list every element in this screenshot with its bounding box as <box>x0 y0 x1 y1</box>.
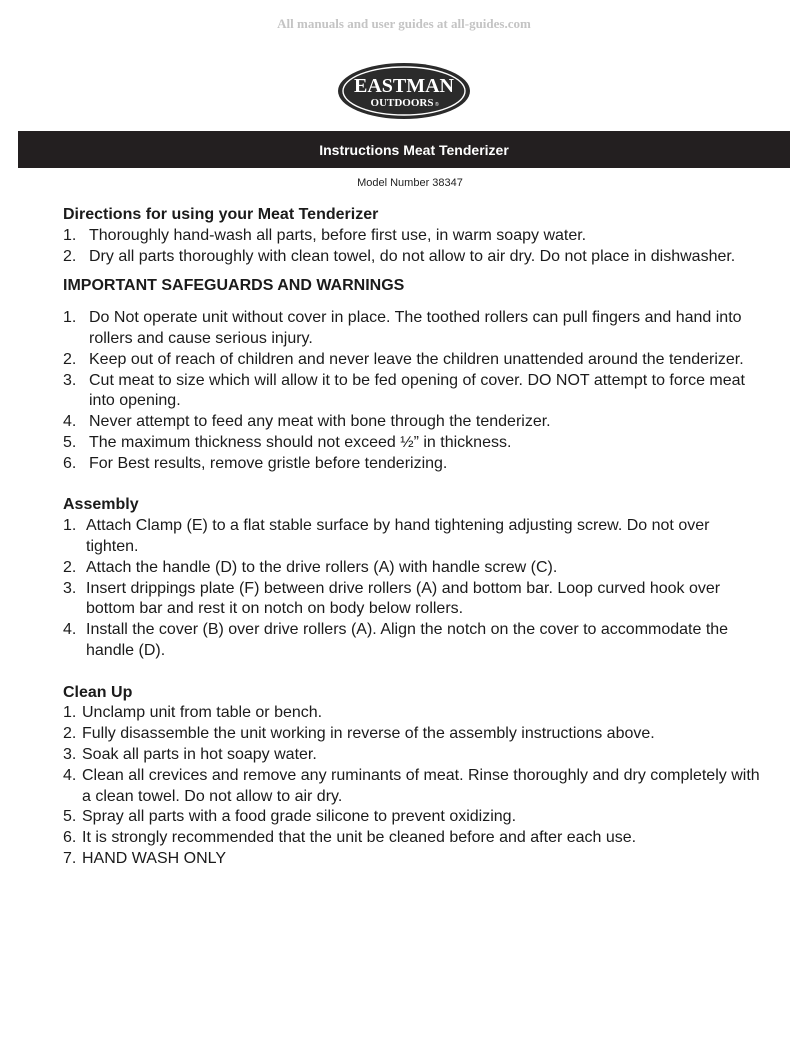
cleanup-heading: Clean Up <box>63 683 133 701</box>
item-number: 3. <box>63 745 77 763</box>
list-item <box>63 849 763 870</box>
item-text: For Best results, remove gristle before tenderizing. <box>89 454 448 472</box>
list-item <box>63 766 763 808</box>
item-text: Attach Clamp (E) to a flat stable surface by hand tightening adjusting screw. Do not over tighten. <box>86 517 710 555</box>
list-item <box>63 724 763 745</box>
model-number: Model Number 38347 <box>357 177 463 189</box>
logo-text-line2: OUTDOORS <box>370 97 434 109</box>
item-text: Do Not operate unit without cover in place. The toothed rollers can pull fingers and hand into rollers and cause serious injury. <box>89 309 742 347</box>
safeguards-heading <box>63 276 763 297</box>
item-number: 1. <box>63 704 77 722</box>
item-number: 2. <box>63 350 77 368</box>
item-number: 4. <box>63 413 77 431</box>
title-bar <box>18 131 790 168</box>
item-number: 1. <box>63 226 77 244</box>
item-text: Attach the handle (D) to the drive rollers (A) with handle screw (C). <box>86 558 558 576</box>
item-text: Soak all parts in hot soapy water. <box>82 745 317 763</box>
item-number: 6. <box>63 829 77 847</box>
item-text: Never attempt to feed any meat with bone through the tenderizer. <box>89 413 551 431</box>
cleanup-list <box>63 703 763 869</box>
item-number: 5. <box>63 808 77 826</box>
item-text: HAND WASH ONLY <box>82 849 227 867</box>
assembly-list <box>63 516 763 662</box>
item-text: Thoroughly hand-wash all parts, before first use, in warm soapy water. <box>89 226 587 244</box>
item-text: Unclamp unit from table or bench. <box>82 704 323 722</box>
item-text: Cut meat to size which will allow it to be fed opening of cover. DO NOT attempt to force meat into opening. <box>89 371 745 410</box>
directions-heading: Directions for using your Meat Tenderizer <box>63 206 379 223</box>
item-number: 4. <box>63 621 77 639</box>
logo-registered-mark: ® <box>435 102 439 108</box>
item-number: 1. <box>63 517 77 535</box>
item-text: Clean all crevices and remove any ruminants of meat. Rinse thoroughly and dry completely with a clean towel. Do not allow to air dry. <box>82 766 760 805</box>
list-item <box>63 703 763 724</box>
list-item <box>63 516 763 558</box>
page-title: Instructions Meat Tenderizer <box>319 141 509 158</box>
list-item <box>63 558 763 579</box>
list-item <box>63 454 763 475</box>
item-number: 4. <box>63 766 77 784</box>
item-number: 7. <box>63 849 77 867</box>
list-item <box>63 807 763 828</box>
list-item <box>63 620 763 662</box>
item-number: 5. <box>63 433 77 451</box>
safeguards-list <box>63 308 763 474</box>
safeguards-heading-text: IMPORTANT SAFEGUARDS AND WARNINGS <box>63 277 405 295</box>
instructions-content <box>63 205 763 870</box>
item-number: 2. <box>63 247 77 265</box>
list-item <box>63 247 763 268</box>
item-text: Keep out of reach of children and never leave the children unattended around the tenderizer. <box>89 350 744 368</box>
item-number: 1. <box>63 309 77 327</box>
item-number: 6. <box>63 454 77 472</box>
logo-text-line1: EASTMAN <box>353 75 455 97</box>
list-item <box>63 350 763 371</box>
item-text: The maximum thickness should not exceed ½” in thickness. <box>89 433 512 451</box>
list-item <box>63 226 763 247</box>
item-text: Insert drippings plate (F) between drive rollers (A) and bottom bar. Loop curved hook over bottom bar and rest it on notch on body below rollers. <box>86 579 721 618</box>
list-item <box>63 433 763 454</box>
list-item <box>63 745 763 766</box>
list-item <box>63 412 763 433</box>
item-text: Fully disassemble the unit working in reverse of the assembly instructions above. <box>82 725 655 743</box>
item-number: 2. <box>63 725 77 743</box>
eastman-outdoors-logo <box>337 62 471 120</box>
item-number: 3. <box>63 579 77 597</box>
item-text: It is strongly recommended that the unit be cleaned before and after each use. <box>82 829 637 847</box>
list-item <box>63 371 763 413</box>
item-number: 3. <box>63 371 77 389</box>
directions-list <box>63 226 763 268</box>
item-number: 2. <box>63 558 77 576</box>
list-item <box>63 579 763 621</box>
list-item <box>63 828 763 849</box>
watermark-text: All manuals and user guides at all-guides.com <box>277 16 531 31</box>
item-text: Install the cover (B) over drive rollers (A). Align the notch on the cover to accommodate the handle (D). <box>86 621 729 659</box>
assembly-heading: Assembly <box>63 496 139 514</box>
item-text: Spray all parts with a food grade silicone to prevent oxidizing. <box>82 808 517 826</box>
list-item <box>63 308 763 350</box>
item-text: Dry all parts thoroughly with clean towel, do not allow to air dry. Do not place in dishwasher. <box>89 247 736 265</box>
